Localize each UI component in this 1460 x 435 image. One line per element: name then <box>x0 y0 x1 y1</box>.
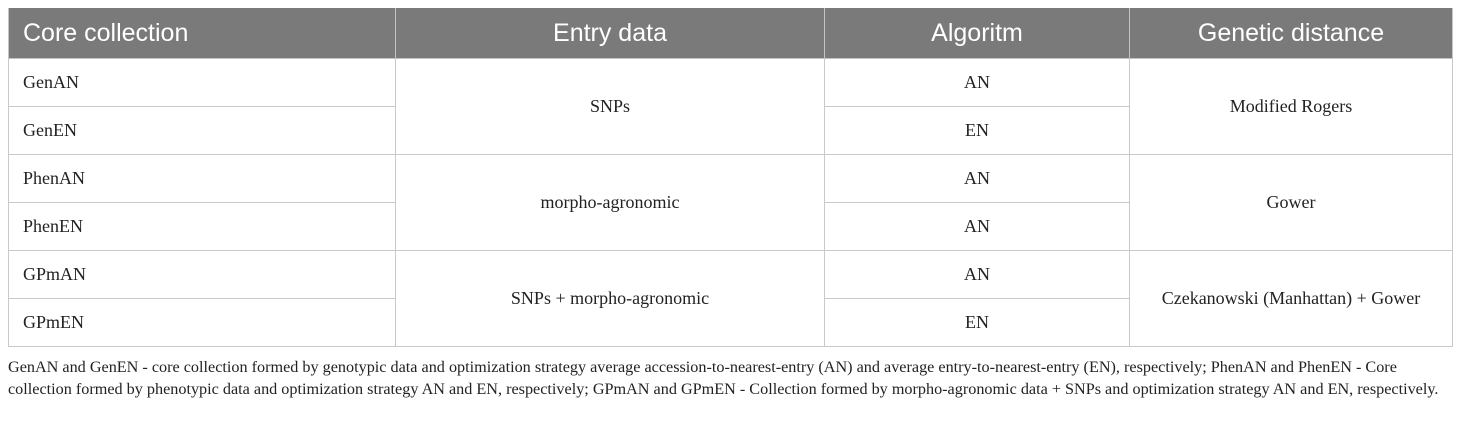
core-collection-table <box>8 8 1453 347</box>
algorithm-cell: EN <box>825 299 1130 347</box>
genetic-distance-cell: Modified Rogers <box>1130 59 1453 155</box>
header-algorithm: Algoritm <box>825 8 1130 59</box>
table-header-row <box>9 8 1453 59</box>
table-footnote: GenAN and GenEN - core collection formed by genotypic data and optimization strategy average accession-to-nearest-entry (AN) and average entry-to-nearest-entry (EN), respectively; PhenAN and PhenEN - Core collection formed by phenotypic data and optimization strategy AN and EN, respectively; GPmAN and GPmEN - Collection formed by morpho-agronomic data + SNPs and optimization strategy AN and EN, respectively. <box>8 358 1439 398</box>
core-collection-cell: PhenEN <box>9 203 396 251</box>
genetic-distance-cell: Czekanowski (Manhattan) + Gower <box>1130 251 1453 347</box>
core-collection-cell: GenEN <box>9 107 396 155</box>
algorithm-cell: AN <box>825 59 1130 107</box>
core-collection-cell: GenAN <box>9 59 396 107</box>
algorithm-cell: EN <box>825 107 1130 155</box>
table-row <box>9 251 1453 299</box>
core-collection-table-container <box>8 8 1452 347</box>
entry-data-cell: SNPs <box>396 59 825 155</box>
header-core-collection: Core collection <box>9 8 396 59</box>
header-entry-data: Entry data <box>396 8 825 59</box>
entry-data-cell: morpho-agronomic <box>396 155 825 251</box>
algorithm-cell: AN <box>825 251 1130 299</box>
table-row <box>9 59 1453 107</box>
algorithm-cell: AN <box>825 155 1130 203</box>
table-row <box>9 155 1453 203</box>
core-collection-cell: GPmEN <box>9 299 396 347</box>
algorithm-cell: AN <box>825 203 1130 251</box>
entry-data-cell: SNPs + morpho-agronomic <box>396 251 825 347</box>
core-collection-cell: GPmAN <box>9 251 396 299</box>
genetic-distance-cell: Gower <box>1130 155 1453 251</box>
header-genetic-distance: Genetic distance <box>1130 8 1453 59</box>
core-collection-cell: PhenAN <box>9 155 396 203</box>
